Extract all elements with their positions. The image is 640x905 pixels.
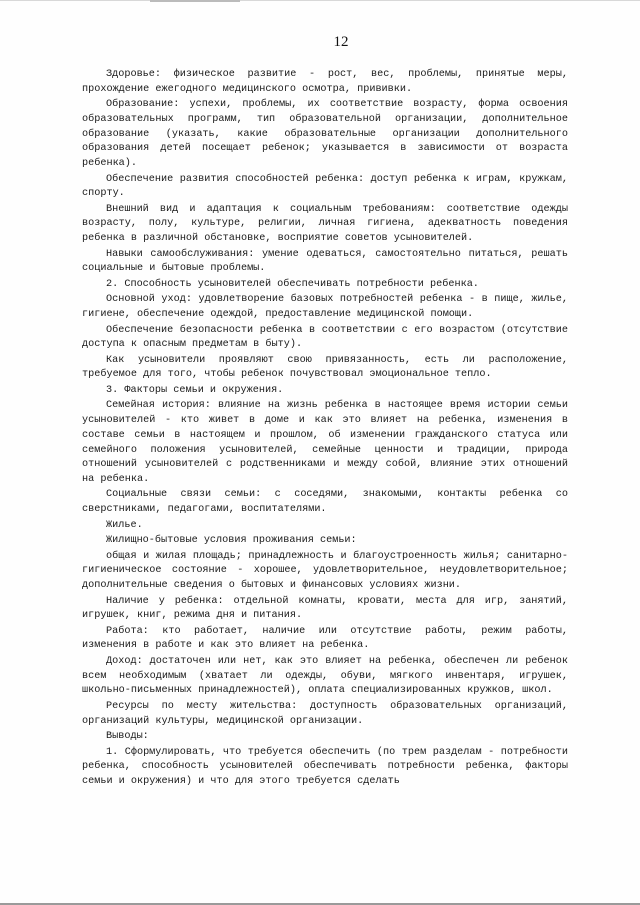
scan-top-mark <box>150 0 240 2</box>
paragraph-resources: Ресурсы по месту жительства: доступность образовательных организаций, организаций культуры, медицинской организации. <box>82 700 568 727</box>
paragraph-abilities: Обеспечение развития способностей ребенка: доступ ребенка к играм, кружкам, спорту. <box>82 173 568 200</box>
paragraph-self-care: Навыки самообслуживания: умение одеваться, самостоятельно питаться, решать социальные и бытовые проблемы. <box>82 248 568 275</box>
subheading-housing: Жилье. <box>106 519 143 531</box>
document-body <box>82 68 568 790</box>
paragraph-attachment: Как усыновители проявляют свою привязанность, есть ли расположение, требуемое для того, чтобы ребенок почувствовал эмоциональное тепло. <box>82 354 568 381</box>
section-heading-2: 2. Способность усыновителей обеспечивать потребности ребенка. <box>106 278 479 290</box>
paragraph-social-ties: Социальные связи семьи: с соседями, знакомыми, контакты ребенка со сверстниками, педагогами, воспитателями. <box>82 489 568 516</box>
subheading-conclusions: Выводы: <box>106 731 149 743</box>
paragraph-work: Работа: кто работает, наличие или отсутствие работы, режим работы, изменения в работе и как это влияет на ребенка. <box>82 625 568 652</box>
subheading-living-conditions: Жилищно-бытовые условия проживания семьи: <box>106 535 357 547</box>
paragraph-health: Здоровье: физическое развитие - рост, вес, проблемы, принятые меры, прохождение ежегодного медицинского осмотра, прививки. <box>82 69 568 95</box>
section-heading-3: 3. Факторы семьи и окружения. <box>106 384 284 396</box>
paragraph-safety: Обеспечение безопасности ребенка в соответствии с его возрастом (отсутствие доступа к опасным предметам в быту). <box>82 324 568 351</box>
paragraph-income: Доход: достаточен или нет, как это влияет на ребенка, обеспечен ли ребенок всем необходимым (хватает ли одежды, обуви, мягкого инвентаря, игрушек, школьно-письменных принадлежностей), оплата специализированных кружков, школ. <box>82 655 568 697</box>
paragraph-education: Образование: успехи, проблемы, их соответствие возрасту, форма освоения образовательных программ, тип образовательной организации, дополнительное образование (указать, какие образовательные организации дополнительного образования детей посещает ребенок; указывается в зависимости от возраста ребенка). <box>82 99 568 170</box>
paragraph-living-space: общая и жилая площадь; принадлежность и благоустроенность жилья; санитарно-гигиеническое состояние - хорошее, удовлетворительное, неудовлетворительное; дополнительные сведения о бытовых и финансовых условиях жизни. <box>82 550 568 592</box>
page-number: 12 <box>333 34 349 50</box>
paragraph-appearance: Внешний вид и адаптация к социальным требованиям: соответствие одежды возрасту, полу, культуре, религии, личная гигиена, адекватность поведения ребенка в различной обстановке, восприятие советов усыновителей. <box>82 203 568 245</box>
paragraph-child-room: Наличие у ребенка: отдельной комнаты, кровати, места для игр, занятий, игрушек, книг, режима дня и питания. <box>82 595 568 622</box>
paragraph-family-history: Семейная история: влияние на жизнь ребенка в настоящее время истории семьи усыновителей - кто живет в доме и как это влияет на ребенка, изменения в составе семьи в настоящем и прошлом, об изменении гражданского статуса или семейного положения усыновителей, семейные ценности и традиции, природа отношений усыновителей с родственниками и между собой, влияние этих отношений на ребенка. <box>82 400 568 485</box>
paragraph-conclusion-1: 1. Сформулировать, что требуется обеспечить (по трем разделам - потребности ребенка, способность усыновителей обеспечивать потребности ребенка, факторы семьи и окружения) и что для этого требуется сделать <box>82 746 568 787</box>
paragraph-basic-care: Основной уход: удовлетворение базовых потребностей ребенка - в пище, жилье, гигиене, обеспечение одеждой, предоставление медицинской помощи. <box>82 294 568 321</box>
scan-top-edge <box>0 0 640 1</box>
